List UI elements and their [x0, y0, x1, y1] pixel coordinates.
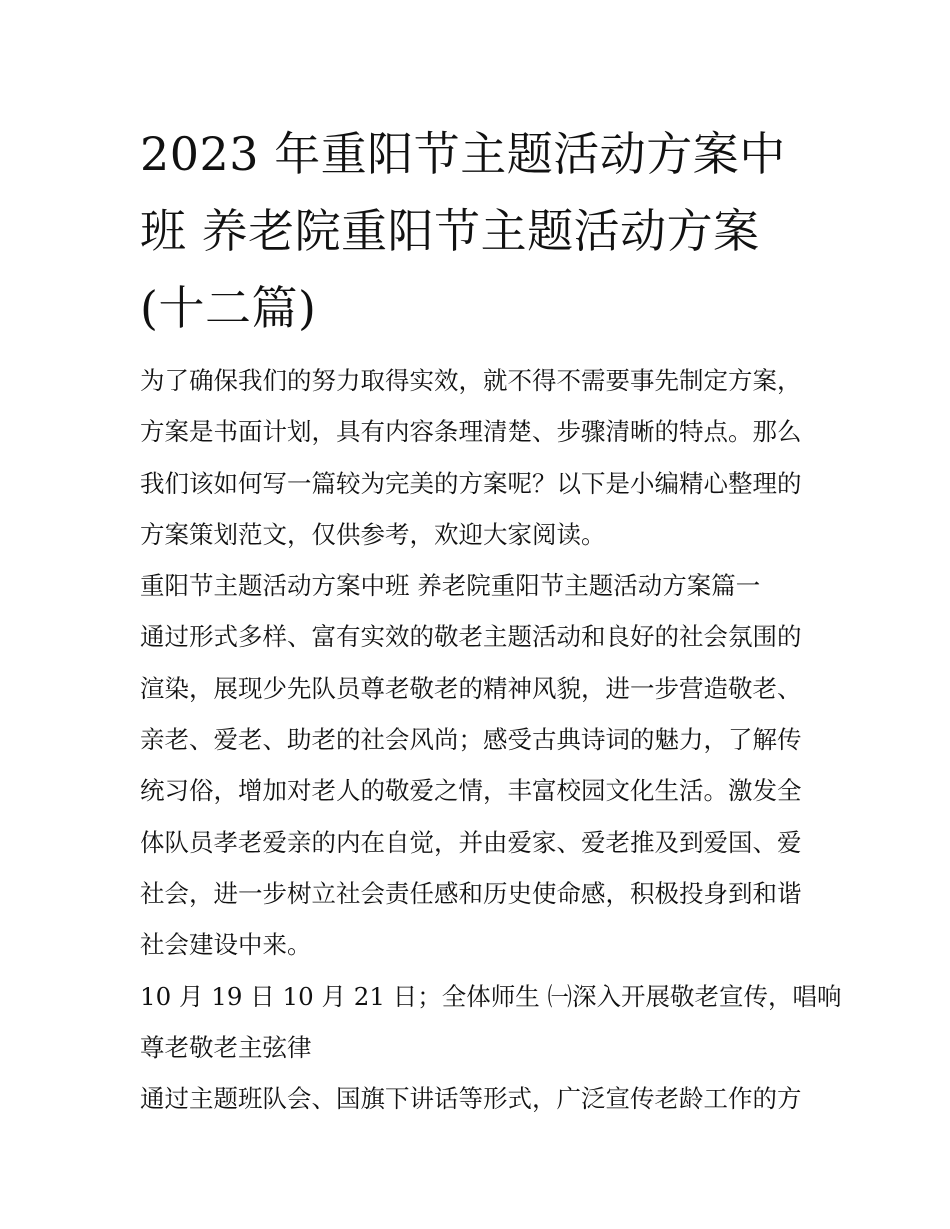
document-page — [140, 116, 842, 1124]
body-line: 统习俗，增加对老人的敬爱之情，丰富校园文化生活。激发全 — [140, 776, 802, 806]
body-line: 我们该如何写一篇较为完美的方案呢？以下是小编精心整理的 — [140, 468, 802, 498]
body-line: 方案策划范文，仅供参考，欢迎大家阅读。 — [140, 519, 606, 549]
title-line: 2023 年重阳节主题活动方案中 — [140, 127, 786, 181]
body-line: 10 月 19 日 10 月 21 日；全体师生 ㈠深入开展敬老宣传，唱响 — [140, 981, 842, 1011]
body-line: 社会建设中来。 — [140, 930, 312, 960]
document-body — [140, 355, 842, 1124]
title-line: (十二篇) — [140, 281, 317, 335]
body-line: 渲染，展现少先队员尊老敬老的精神风貌，进一步营造敬老、 — [140, 673, 802, 703]
body-line: 亲老、爱老、助老的社会风尚；感受古典诗词的魅力，了解传 — [140, 725, 802, 755]
body-line: 通过主题班队会、国旗下讲话等形式，广泛宣传老龄工作的方 — [140, 1084, 802, 1114]
document-title — [140, 116, 820, 347]
body-line: 尊老敬老主弦律 — [140, 1032, 312, 1062]
body-line: 通过形式多样、富有实效的敬老主题活动和良好的社会氛围的 — [140, 622, 802, 652]
title-line: 班 养老院重阳节主题活动方案 — [140, 204, 760, 258]
body-line: 体队员孝老爱亲的内在自觉，并由爱家、爱老推及到爱国、爱 — [140, 827, 802, 857]
section-heading: 重阳节主题活动方案中班 养老院重阳节主题活动方案篇一 — [140, 571, 761, 601]
body-line: 方案是书面计划，具有内容条理清楚、步骤清晰的特点。那么 — [140, 417, 802, 447]
body-line: 社会，进一步树立社会责任感和历史使命感，积极投身到和谐 — [140, 878, 802, 908]
body-line: 为了确保我们的努力取得实效，就不得不需要事先制定方案， — [140, 366, 802, 395]
